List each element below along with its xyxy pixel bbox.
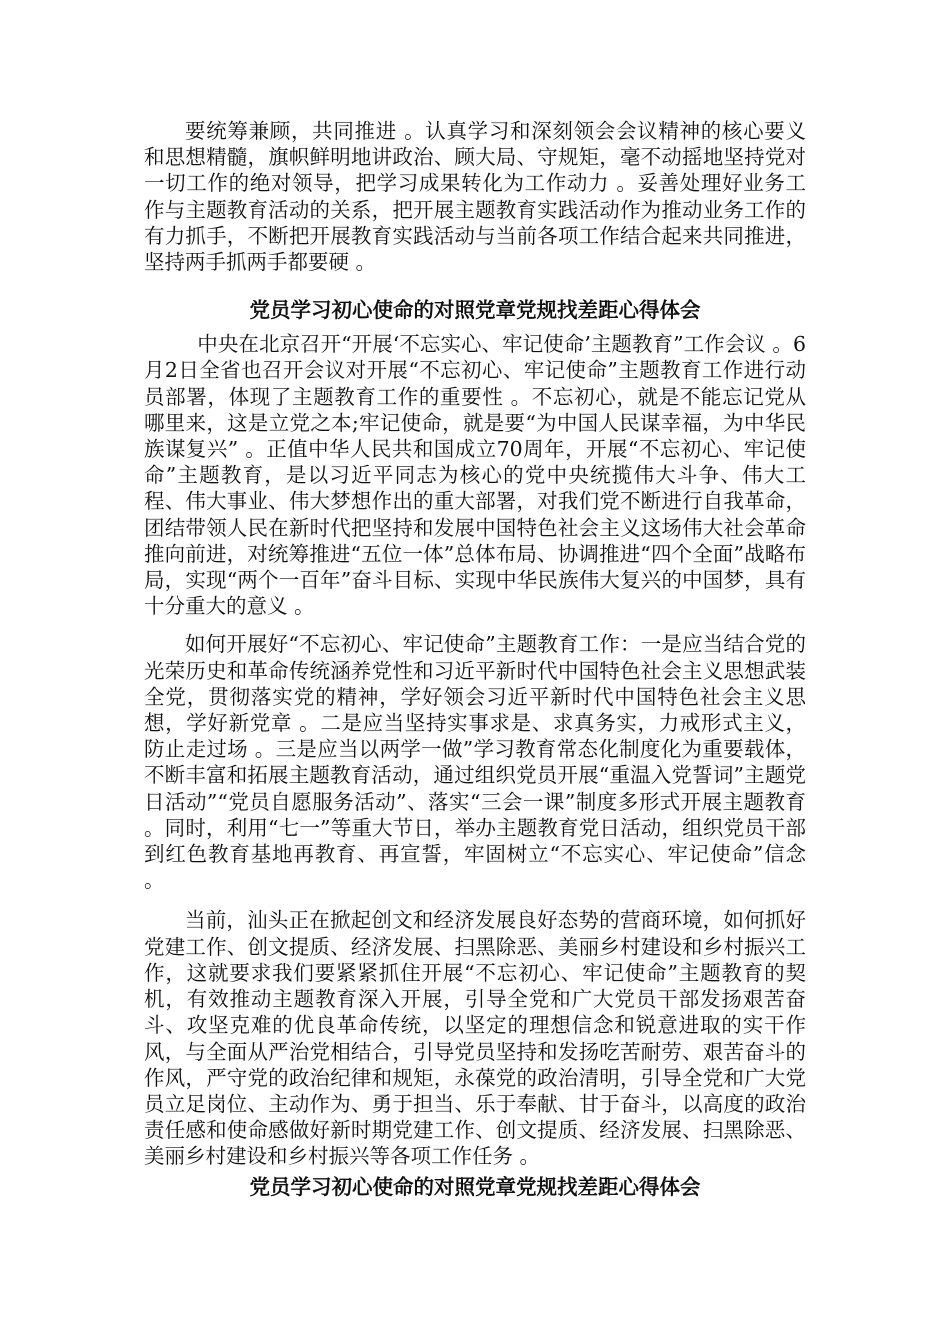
- paragraph-2: 中央在北京召开“开展‘不忘实心、牢记使命’主题教育”工作会议 。6月2日全省也召开会议对开展“不忘初心、牢记使命”主题教育工作进行动员部署，体现了主题教育工作的重要性 。不忘初心，就是不能忘记党从哪里来，这是立党之本;牢记使命，就是要“为中国人民谋幸福，为中华民族谋复兴” 。正值中华人民共和国成立70周年，开展“不忘初心、牢记使命”主题教育，是以习近平同志为核心的党中央统揽伟大斗争、伟大工程、伟大事业、伟大梦想作出的重大部署，对我们党不断进行自我革命，团结带领人民在新时代把坚持和发展中国特色社会主义这场伟大社会革命推向前进，对统筹推进“五位一体”总体布局、协调推进“四个全面”战略布局，实现“两个一百年”奋斗目标、实现中华民族伟大复兴的中国梦，具有十分重大的意义 。: [144, 332, 806, 619]
- section-heading-1: 党员学习初心使命的对照党章党规找差距心得体会: [249, 298, 701, 323]
- paragraph-1: 要统筹兼顾，共同推进 。认真学习和深刻领会会议精神的核心要义和思想精髓，旗帜鲜明地讲政治、顾大局、守规矩，毫不动摇地坚持党对一切工作的绝对领导，把学习成果转化为工作动力 。妥善处理好业务工作与主题教育活动的关系，把开展主题教育实践活动作为推动业务工作的有力抓手，不断把开展教育实践活动与当前各项工作结合起来共同推进，坚持两手抓两手都要硬 。: [144, 119, 806, 275]
- section-heading-2: 党员学习初心使命的对照党章党规找差距心得体会: [249, 1174, 701, 1199]
- paragraph-4: 当前，汕头正在掀起创文和经济发展良好态势的营商环境，如何抓好党建工作、创文提质、经济发展、扫黑除恶、美丽乡村建设和乡村振兴工作，这就要求我们要紧紧抓住开展“不忘初心、牢记使命”主题教育的契机，有效推动主题教育深入开展，引导全党和广大党员干部发扬艰苦奋斗、攻坚克难的优良革命传统，以坚定的理想信念和锐意进取的实干作风，与全面从严治党相结合，引导党员坚持和发扬吃苦耐劳、艰苦奋斗的作风，严守党的政治纪律和规矩，永葆党的政治清明，引导全党和广大党员立足岗位、主动作为、勇于担当、乐于奉献、甘于奋斗，以高度的政治责任感和使命感做好新时期党建工作、创文提质、经济发展、扫黑除恶、美丽乡村建设和乡村振兴等各项工作任务 。: [144, 908, 806, 1169]
- paragraph-3: 如何开展好“不忘初心、牢记使命”主题教育工作：一是应当结合党的光荣历史和革命传统涵养党性和习近平新时代中国特色社会主义思想武装全党，贯彻落实党的精神，学好领会习近平新时代中国特色社会主义思想，学好新党章 。二是应当坚持实事求是、求真务实，力戒形式主义，防止走过场 。三是应当以两学一做”学习教育常态化制度化为重要载体，不断丰富和拓展主题教育活动，通过组织党员开展“重温入党誓词”主题党日活动”“党员自愿服务活动”、落实“三会一课”制度多形式开展主题教育 。同时，利用“七一”等重大节日，举办主题教育党日活动，组织党员干部到红色教育基地再教育、再宣誓，牢固树立“不忘实心、牢记使命”信念 。: [144, 632, 806, 893]
- document-page: [144, 118, 806, 1200]
